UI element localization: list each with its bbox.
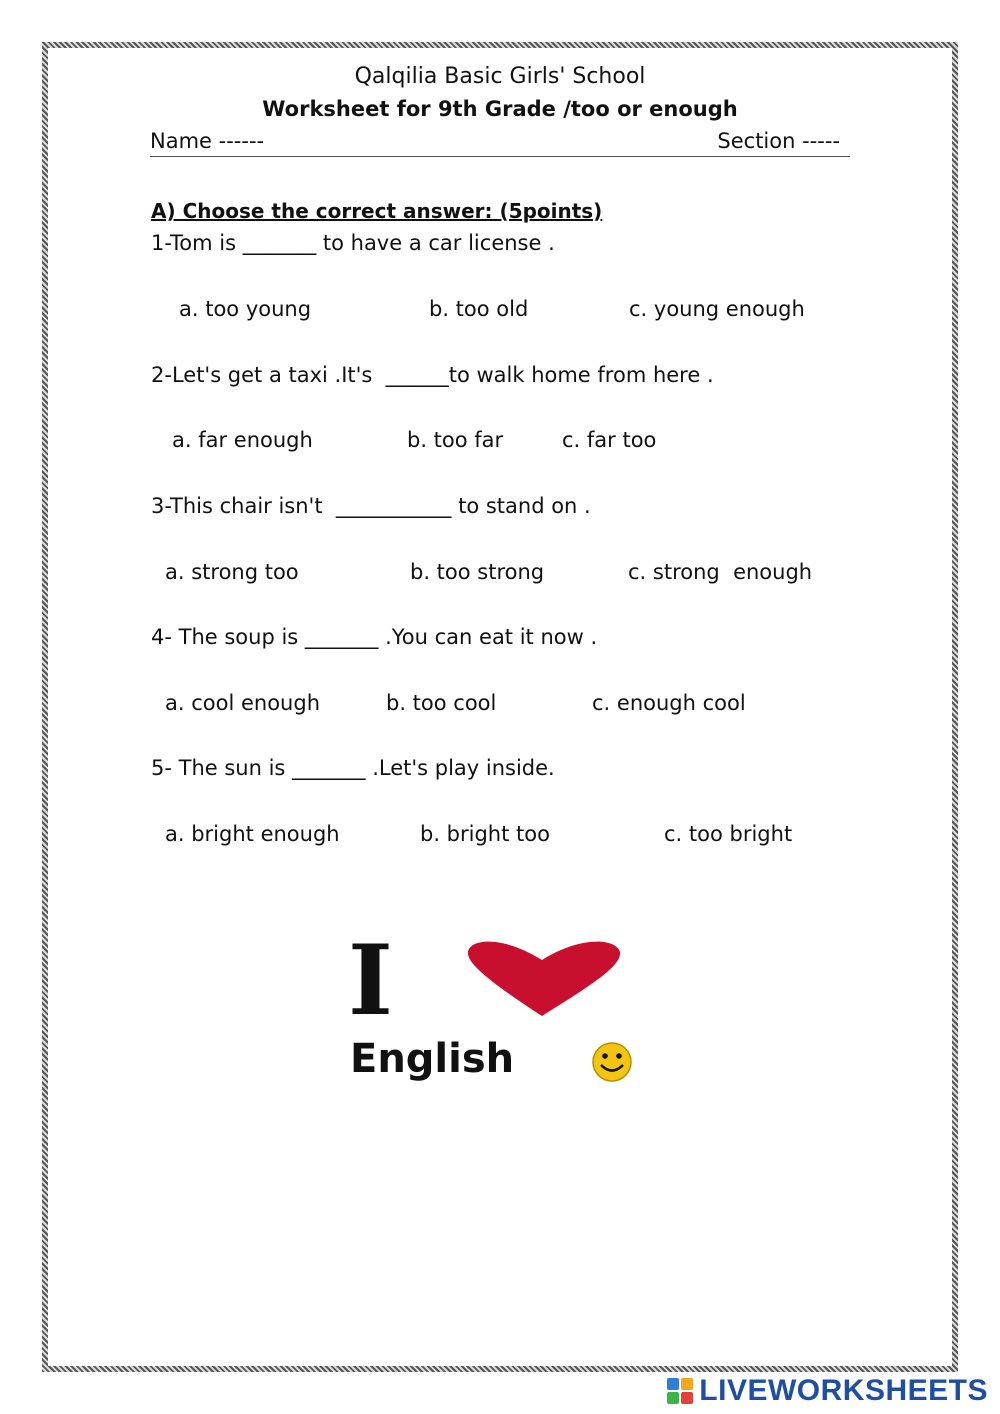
heart-icon: [468, 942, 620, 1016]
question-3: 3-This chair isn't ___________ to stand on .: [151, 494, 591, 518]
liveworksheets-logo-icon: [667, 1376, 693, 1406]
question-4: 4- The soup is _______ .You can eat it now .: [151, 625, 598, 649]
question-2: 2-Let's get a taxi .It's ______to walk home from here .: [151, 363, 714, 387]
q5-option-a[interactable]: a. bright enough: [165, 822, 340, 846]
q1-option-b[interactable]: b. too old: [429, 297, 529, 321]
q5-option-c[interactable]: c. too bright: [664, 822, 793, 846]
liveworksheets-brand: [667, 1374, 988, 1408]
q4-option-b[interactable]: b. too cool: [386, 691, 497, 715]
section-label: Section -----: [717, 129, 840, 153]
name-label: Name ------: [150, 129, 265, 153]
q4-option-a[interactable]: a. cool enough: [165, 691, 320, 715]
question-1: 1-Tom is _______ to have a car license .: [151, 231, 555, 255]
logo-letter-i: I: [348, 936, 393, 1037]
q3-option-c[interactable]: c. strong enough: [628, 560, 813, 584]
q1-option-a[interactable]: a. too young: [179, 297, 312, 321]
logo-english-text: English: [350, 1036, 515, 1082]
q1-option-c[interactable]: c. young enough: [629, 297, 805, 321]
q5-option-b[interactable]: b. bright too: [420, 822, 550, 846]
q3-option-b[interactable]: b. too strong: [410, 560, 545, 584]
worksheet-title: Worksheet for 9th Grade /too or enough: [262, 97, 738, 121]
section-a-heading: A) Choose the correct answer: (5points): [151, 199, 603, 223]
q2-option-b[interactable]: b. too far: [407, 428, 504, 452]
q3-option-a[interactable]: a. strong too: [165, 560, 299, 584]
i-love-english-logo: [346, 936, 646, 1086]
q2-option-a[interactable]: a. far enough: [172, 428, 313, 452]
q4-option-c[interactable]: c. enough cool: [592, 691, 746, 715]
q2-option-c[interactable]: c. far too: [562, 428, 657, 452]
smiley-icon: [593, 1043, 631, 1081]
school-name: Qalqilia Basic Girls' School: [354, 64, 646, 89]
question-5: 5- The sun is _______ .Let's play inside.: [151, 756, 555, 780]
liveworksheets-text: LIVEWORKSHEETS: [699, 1374, 988, 1407]
name-section-line: [150, 129, 850, 157]
